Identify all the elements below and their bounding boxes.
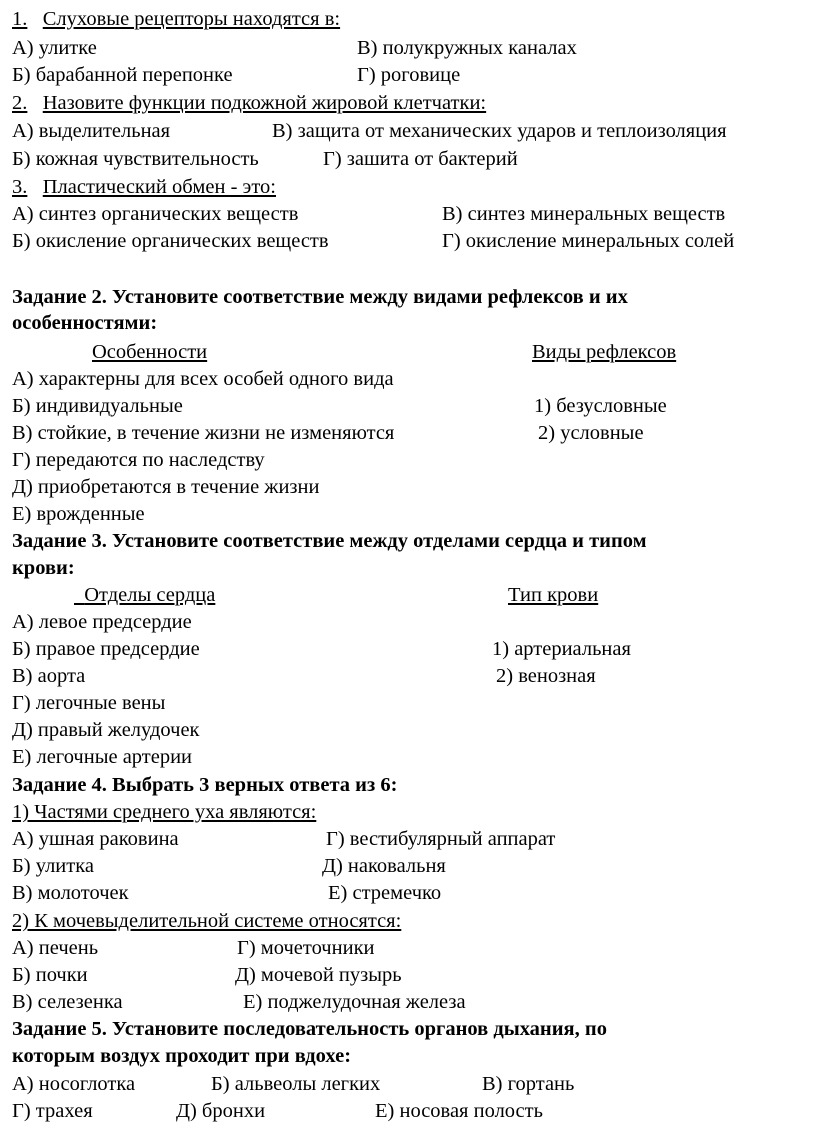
option: В) молоточек [12,882,129,904]
question-number: 1. [12,8,28,30]
task3-title: Задание 3. Установите соответствие между отделами сердца и типом [12,530,647,552]
option: Е) носовая полость [375,1100,543,1122]
question-text: 1) Частями среднего уха являются: [12,801,317,823]
task5-title-cont: которым воздух проходит при вдохе: [12,1045,352,1067]
option: А) носоглотка [12,1073,136,1095]
option: Г) окисление минеральных солей [442,230,735,252]
option: Б) барабанной перепонке [12,64,233,86]
option: Б) альвеолы легких [211,1073,381,1095]
question-text: Слуховые рецепторы находятся в: [42,8,341,30]
answer-item: 2) венозная [496,665,596,687]
column-header-right: Тип крови [508,584,599,606]
question-3 [12,174,276,200]
option: Г) трахея [12,1100,93,1122]
option: Б) почки [12,964,88,986]
option: Б) окисление органических веществ [12,230,329,252]
list-item: В) стойкие, в течение жизни не изменяются [12,422,395,444]
list-item: Д) приобретаются в течение жизни [12,476,320,498]
list-item: А) левое предсердие [12,611,192,633]
question-text: Назовите функции подкожной жировой клетчатки: [42,92,487,114]
list-item: Г) передаются по наследству [12,449,265,471]
option: В) гортань [482,1073,575,1095]
option: Г) вестибулярный аппарат [326,828,556,850]
option: А) ушная раковина [12,828,179,850]
question-text: Пластический обмен - это: [42,176,276,198]
task2-title: Задание 2. Установите соответствие между видами рефлексов и их [12,286,628,308]
option: Б) кожная чувствительность [12,148,259,170]
list-item: Д) правый желудочек [12,719,200,741]
option: В) полукружных каналах [357,37,577,59]
option: Е) поджелудочная железа [243,991,466,1013]
list-item: Г) легочные вены [12,692,166,714]
option: Д) наковальня [322,855,446,877]
list-item: А) характерны для всех особей одного вида [12,368,394,390]
task3-title-cont: крови: [12,557,75,579]
column-header-left: Особенности [92,341,208,363]
question-text: 2) К мочевыделительной системе относятся: [12,910,402,932]
list-item: В) аорта [12,665,86,687]
option: В) синтез минеральных веществ [442,203,726,225]
option: Г) роговице [357,64,461,86]
list-item: Е) врожденные [12,503,145,525]
option: В) защита от механических ударов и теплоизоляция [272,120,727,142]
option: Д) мочевой пузырь [235,964,402,986]
column-header-right: Виды рефлексов [532,341,677,363]
option: Г) зашита от бактерий [323,148,518,170]
answer-item: 1) артериальная [492,638,631,660]
option: Д) бронхи [176,1100,266,1122]
task4-title: Задание 4. Выбрать 3 верных ответа из 6: [12,774,398,796]
column-header-left [74,582,215,608]
option: А) синтез органических веществ [12,203,299,225]
option: А) улитке [12,37,97,59]
question-2 [12,90,486,116]
option: Б) улитка [12,855,94,877]
column-header-left-text: Отделы сердца [84,584,216,606]
answer-item: 2) условные [538,422,644,444]
answer-item: 1) безусловные [534,395,667,417]
option: В) селезенка [12,991,123,1013]
option: Г) мочеточники [237,937,375,959]
option: А) печень [12,937,99,959]
question-number: 3. [12,176,28,198]
task2-title-cont: особенностями: [12,312,158,334]
list-item: Б) правое предсердие [12,638,200,660]
question-number: 2. [12,92,28,114]
option: Е) стремечко [328,882,442,904]
task5-title: Задание 5. Установите последовательность органов дыхания, по [12,1018,607,1040]
question-1 [12,6,340,32]
option: А) выделительная [12,120,171,142]
list-item: Е) легочные артерии [12,746,193,768]
list-item: Б) индивидуальные [12,395,183,417]
